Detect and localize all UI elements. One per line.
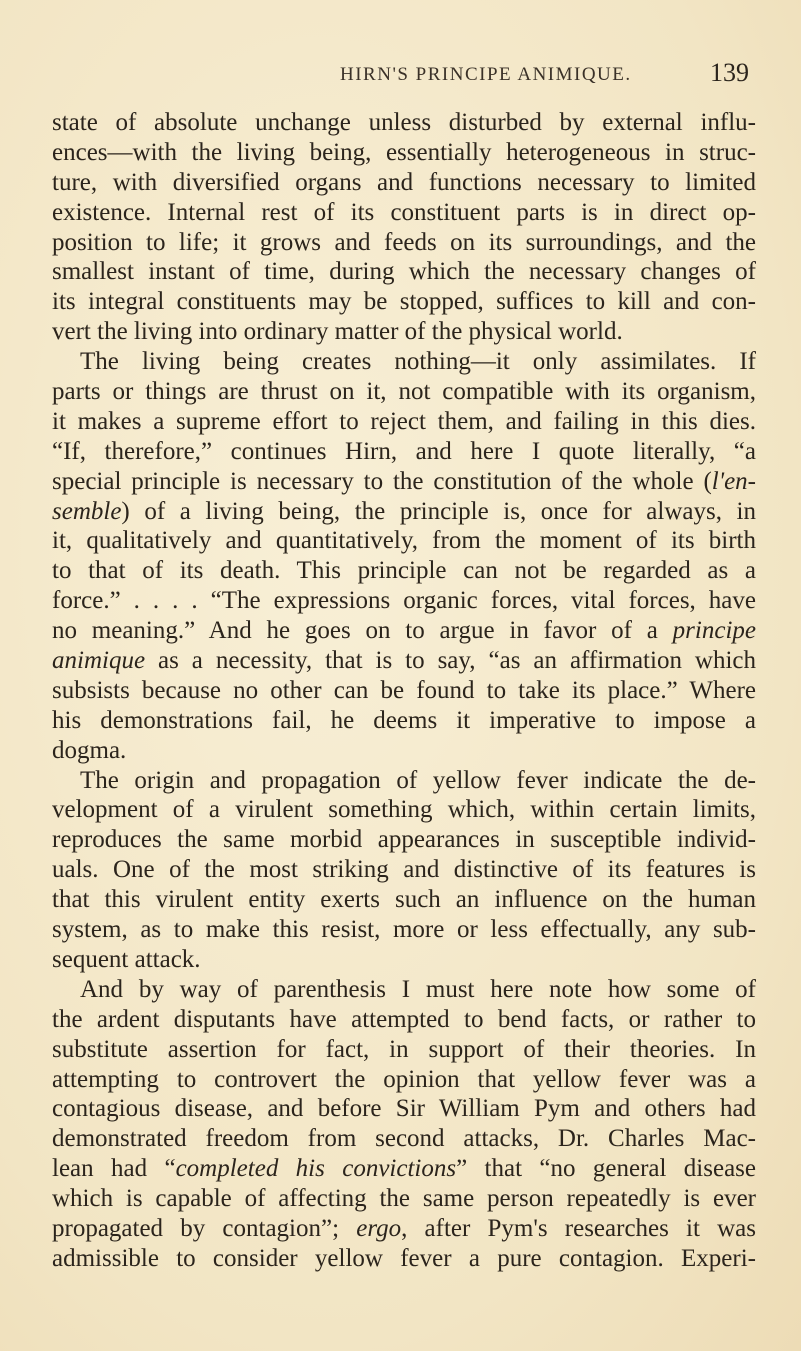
text-line: parts or things are thrust on it, not compatible with its organism,	[52, 378, 756, 406]
text-line	[52, 1214, 756, 1244]
text-line: ture, with diversified organs and functions necessary to limited	[52, 168, 756, 196]
text-line: the ardent disputants have attempted to bend facts, or rather to	[52, 1005, 756, 1033]
italic-text: animique	[52, 647, 146, 675]
text-line: contagious disease, and before Sir William Pym and others had	[52, 1095, 756, 1123]
text-segment: propagated by contagion”;	[52, 1214, 357, 1242]
text-line: position to life; it grows and feeds on its surroundings, and the	[52, 228, 756, 256]
text-line: The living being creates nothing—it only assimilates. If	[80, 348, 756, 376]
text-line: velopment of a virulent something which, within certain limits,	[52, 796, 756, 824]
text-line: sequent attack.	[52, 945, 201, 973]
text-line: demonstrated freedom from second attacks, Dr. Charles Mac-	[52, 1125, 756, 1153]
text-line: subsists because no other can be found to take its place.” Where	[52, 676, 756, 704]
text-line	[52, 616, 756, 646]
text-line: reproduces the same morbid appearances in susceptible individ-	[52, 826, 756, 854]
text-segment: as a necessity, that is to say, “as an affirmation which	[145, 647, 756, 675]
text-line: its integral constituents may be stopped, suffices to kill and con-	[52, 288, 756, 316]
text-line: which is capable of affecting the same person repeatedly is ever	[52, 1185, 756, 1213]
text-line	[52, 467, 756, 497]
text-segment: ” that “no general disease	[456, 1155, 757, 1183]
text-line: force.” . . . . “The expressions organic forces, vital forces, have	[52, 587, 756, 615]
text-line	[52, 1154, 756, 1184]
text-line: that this virulent entity exerts such an influence on the human	[52, 886, 756, 914]
text-line: dogma.	[52, 736, 127, 764]
italic-text: semble	[52, 497, 122, 525]
text-segment: special principle is necessary to the constitution of the whole (	[52, 467, 712, 495]
page-header	[0, 58, 801, 98]
text-segment: lean had “	[52, 1155, 176, 1183]
text-line: it, qualitatively and quantitatively, from the moment of its birth	[52, 527, 756, 555]
italic-text: l'en-	[711, 467, 756, 495]
text-line: uals. One of the most striking and distinctive of its features is	[52, 856, 756, 884]
text-line: smallest instant of time, during which the necessary changes of	[52, 258, 756, 286]
text-segment: ) of a living being, the principle is, once for always, in	[121, 497, 756, 525]
text-line: ences—with the living being, essentially heterogeneous in struc-	[52, 138, 756, 166]
text-line: And by way of parenthesis I must here note how some of	[80, 975, 756, 1003]
text-line	[52, 646, 756, 676]
italic-text: completed his convictions	[175, 1155, 457, 1183]
text-line: it makes a supreme effort to reject them, and failing in this dies.	[52, 407, 756, 435]
text-line: admissible to consider yellow fever a pure contagion. Experi-	[52, 1244, 756, 1272]
text-line: his demonstrations fail, he deems it imperative to impose a	[52, 706, 756, 734]
text-line: vert the living into ordinary matter of the physical world.	[52, 318, 623, 346]
text-segment: , after Pym's researches it was	[401, 1214, 756, 1242]
italic-text: principe	[672, 617, 756, 645]
page-number: 139	[710, 58, 749, 87]
text-line: substitute assertion for fact, in support of their theories. In	[52, 1035, 756, 1063]
text-line: attempting to controvert the opinion that yellow fever was a	[52, 1065, 756, 1093]
text-line: existence. Internal rest of its constituent parts is in direct op-	[52, 198, 756, 226]
text-line	[52, 497, 756, 527]
body-text	[52, 108, 756, 1274]
text-line: to that of its death. This principle can not be regarded as a	[52, 557, 756, 585]
text-segment: no meaning.” And he goes on to argue in favor of a	[52, 617, 673, 645]
text-line: “If, therefore,” continues Hirn, and here I quote literally, “a	[52, 437, 756, 465]
text-line: The origin and propagation of yellow fever indicate the de-	[80, 766, 756, 794]
running-head: HIRN'S PRINCIPE ANIMIQUE.	[340, 64, 632, 85]
text-line: state of absolute unchange unless disturbed by external influ-	[52, 109, 756, 136]
text-line: system, as to make this resist, more or less effectually, any sub-	[52, 916, 756, 944]
italic-text: ergo	[356, 1214, 402, 1242]
